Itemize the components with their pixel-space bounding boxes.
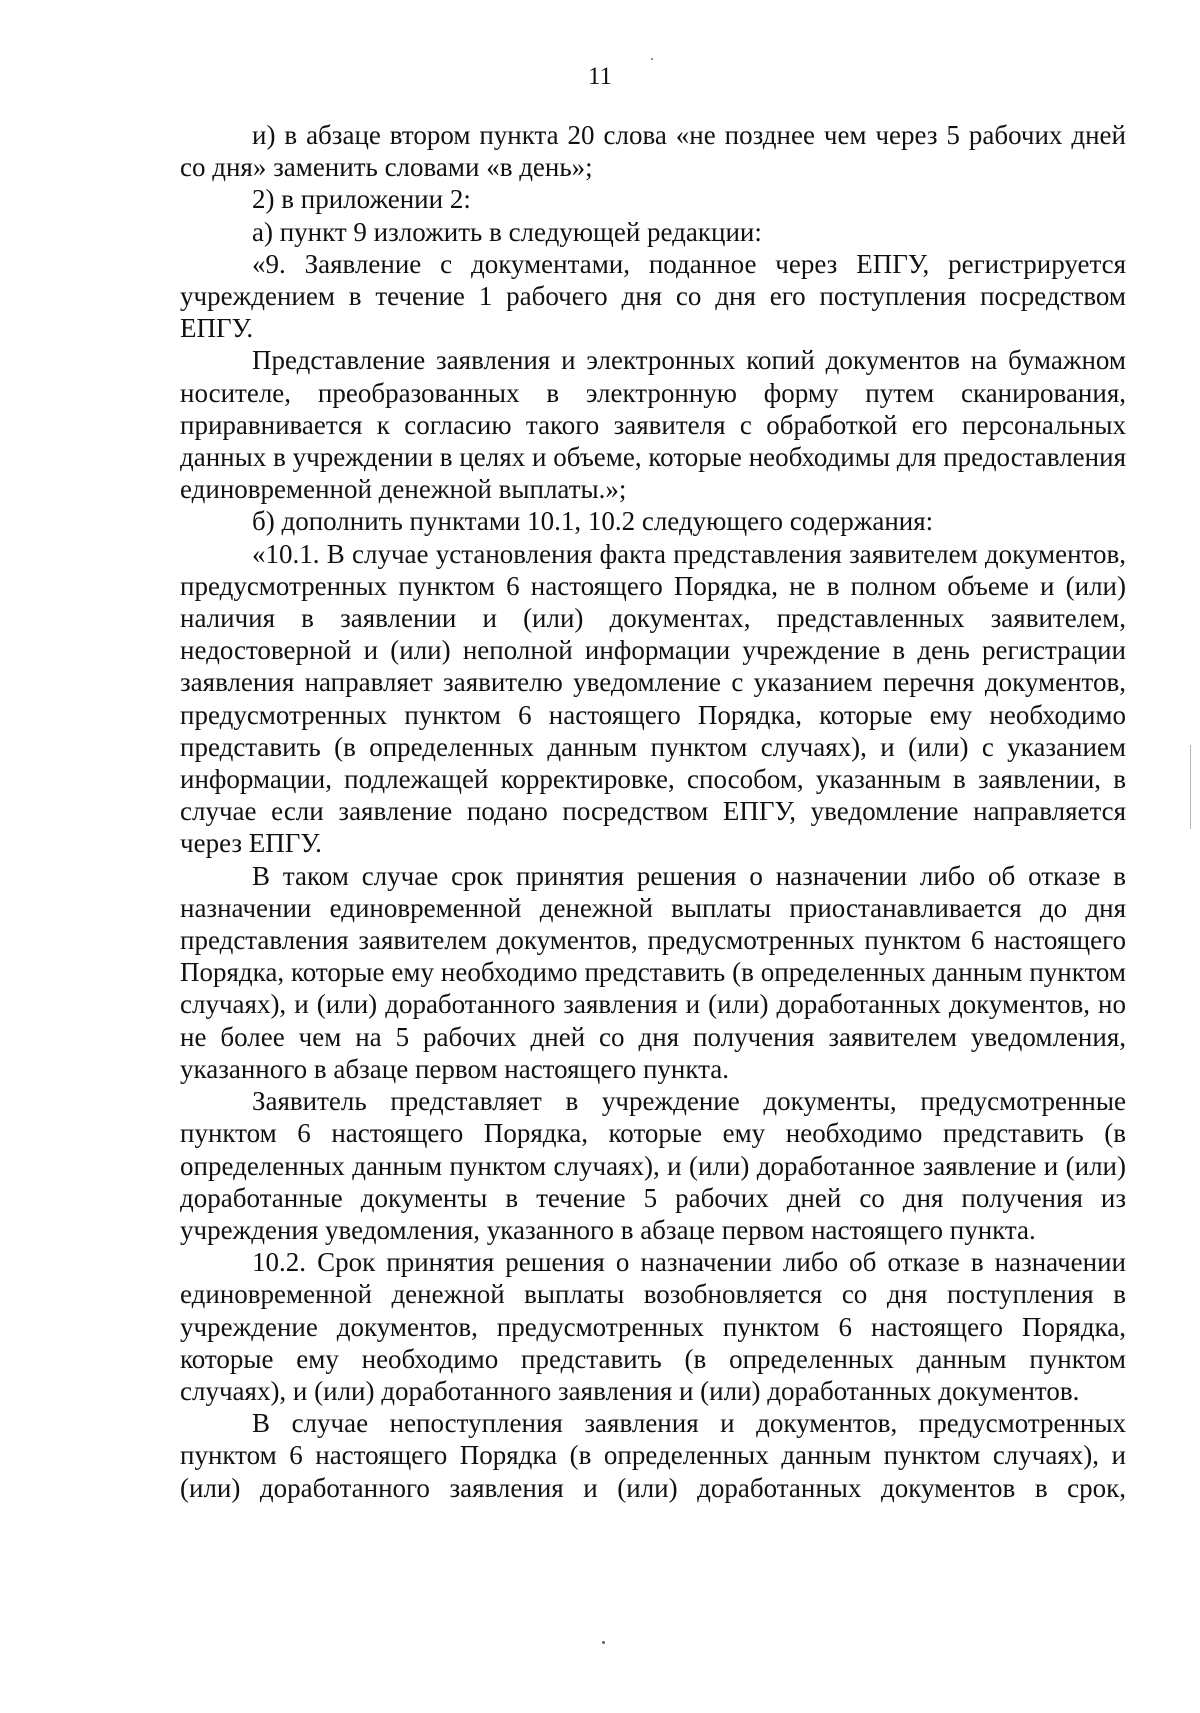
paragraph-applicant-submits: Заявитель представляет в учреждение документы, предусмотренные пунктом 6 настоящего Порядка, которые ему необходимо представить (в определенных данным пунктом случаях), и (или) доработанное заявление и (или) доработанные документы в течение 5 рабочих дней со дня получения из учреждения уведомления, указанного в абзаце первом настоящего пункта. [180, 1086, 1126, 1245]
scan-speck [651, 58, 653, 60]
paragraph-non-receipt: В случае непоступления заявления и документов, предусмотренных пунктом 6 настоящего Порядка (в определенных данным пунктом случаях), и (или) доработанного заявления и (или) доработанных документов в срок, [180, 1408, 1126, 1503]
scan-speck [602, 1641, 605, 1644]
paragraph-clause-9: «9. Заявление с документами, поданное через ЕПГУ, регистрируется учреждением в течение 1 рабочего дня со дня его поступления посредством ЕПГУ. [180, 248, 1126, 344]
document-body [180, 119, 1126, 1504]
paragraph-item-b: б) дополнить пунктами 10.1, 10.2 следующего содержания: [252, 506, 934, 537]
paragraph-clause-10-2: 10.2. Срок принятия решения о назначении либо об отказе в назначении единовременной денежной выплаты возобновляется со дня поступления в учреждение документов, предусмотренных пунктом 6 настоящего Порядка, которые ему необходимо представить (в определенных данным пунктом случаях), и (или) доработанного заявления и (или) доработанных документов. [180, 1247, 1126, 1406]
paragraph-appendix-2: 2) в приложении 2: [252, 184, 471, 215]
page-number: 11 [587, 63, 613, 90]
paragraph-submission-consent: Представление заявления и электронных копий документов на бумажном носителе, преобразованных в электронную форму путем сканирования, приравнивается к согласию такого заявителя с обработкой его персональных данных в учреждении в целях и объеме, которые необходимы для предоставления единовременной денежной выплаты.»; [180, 345, 1126, 505]
paragraph-item-a: а) пункт 9 изложить в следующей редакции: [252, 216, 762, 247]
scan-margin-line [1190, 745, 1191, 829]
paragraph-item-i: и) в абзаце втором пункта 20 слова «не позднее чем через 5 рабочих дней со дня» заменить словами «в день»; [180, 120, 1126, 183]
paragraph-suspension: В таком случае срок принятия решения о назначении либо об отказе в назначении единовременной денежной выплаты приостанавливается до дня представления заявителем документов, предусмотренных пунктом 6 настоящего Порядка, которые ему необходимо представить (в определенных данным пунктом случаях), и (или) доработанного заявления и (или) доработанных документов, но не более чем на 5 рабочих дней со дня получения заявителем уведомления, указанного в абзаце первом настоящего пункта. [180, 860, 1126, 1084]
paragraph-clause-10-1: «10.1. В случае установления факта представления заявителем документов, предусмотренных пунктом 6 настоящего Порядка, не в полном объеме и (или) наличия в заявлении и (или) документах, представленных заявителем, недостоверной и (или) неполной информации учреждение в день регистрации заявления направляет заявителю уведомление с указанием перечня документов, предусмотренных пунктом 6 настоящего Порядка, которые ему необходимо представить (в определенных данным пунктом случаях), и (или) с указанием информации, подлежащей корректировке, способом, указанным в заявлении, в случае если заявление подано посредством ЕПГУ, уведомление направляется через ЕПГУ. [180, 538, 1126, 859]
